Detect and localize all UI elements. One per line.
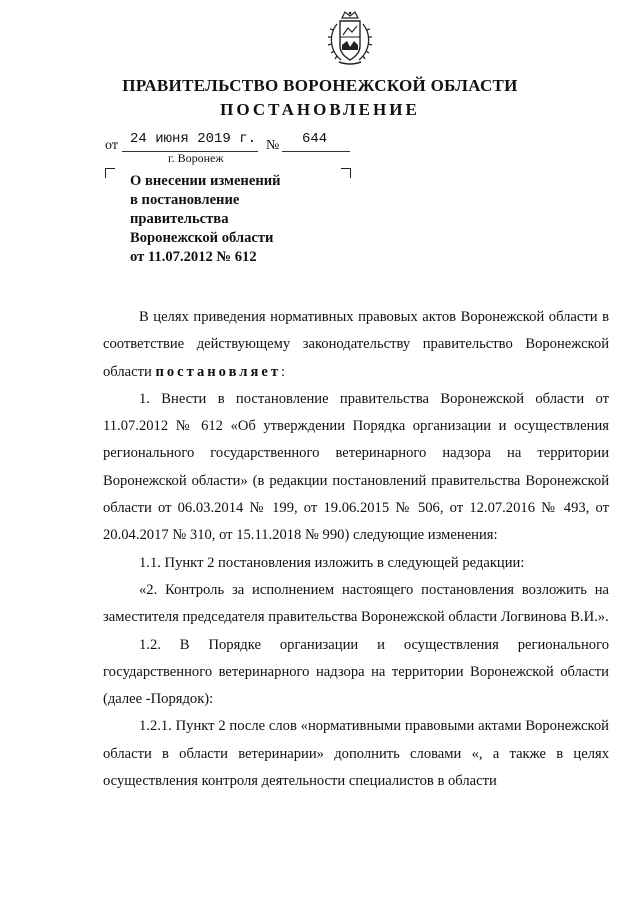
paragraph-1-1: 1.1. Пункт 2 постановления изложить в следующей редакции:	[139, 554, 525, 571]
number-value: 644	[302, 131, 328, 147]
preamble-text: В целях приведения нормативных правовых актов Воронежской области в соответствие действующему законодательству правительство Воронежской области	[103, 309, 609, 380]
resolves-word: постановляет	[155, 363, 282, 380]
subject-block	[130, 172, 320, 267]
paragraph-preamble	[103, 304, 609, 386]
number-field	[282, 131, 350, 152]
date-field	[122, 131, 258, 152]
number-prefix: №	[266, 138, 280, 153]
subject-line: О внесении изменений	[130, 173, 281, 189]
subject-line: Воронежской области	[130, 230, 274, 246]
paragraph-1-2-1: 1.2.1. Пункт 2 после слов «нормативными правовыми актами Воронежской области в области ветеринарии» дополнить словами «, а также в целях осуществления контроля деятельности специалистов в области	[103, 718, 609, 790]
bracket-left-mark	[105, 168, 115, 178]
document-body	[103, 304, 609, 795]
bracket-right-mark	[341, 168, 351, 178]
subject-line: от 11.07.2012 № 612	[130, 249, 257, 265]
paragraph-1-2: 1.2. В Порядке организации и осуществления регионального государственного ветеринарного надзора на территории Воронежской области (далее -Порядок):	[103, 636, 609, 708]
preamble-end: :	[281, 363, 286, 380]
date-prefix: от	[105, 138, 118, 153]
subject-line: правительства	[130, 211, 229, 227]
paragraph-1: 1. Внести в постановление правительства Воронежской области от 11.07.2012 № 612 «Об утверждении Порядка организации и осуществления регионального государственного ветеринарного надзора на территории Воронежской области» (в редакции постановлений правительства Воронежской области от 06.03.2014 № 199, от 19.06.2015 № 506, от 12.07.2016 № 493, от 20.04.2017 № 310, от 15.11.2018 № 990) следующие изменения:	[103, 390, 609, 544]
government-title: ПРАВИТЕЛЬСТВО ВОРОНЕЖСКОЙ ОБЛАСТИ	[122, 76, 518, 95]
date-value: 24 июня 2019 г.	[130, 131, 257, 147]
city-label: г. Воронеж	[168, 151, 224, 165]
paragraph-quote: «2. Контроль за исполнением настоящего постановления возложить на заместителя председателя правительства Воронежской области Логвинова В.И.».	[103, 581, 609, 626]
coat-of-arms-emblem	[325, 10, 375, 68]
subject-line: в постановление	[130, 192, 240, 208]
document-type: ПОСТАНОВЛЕНИЕ	[220, 100, 420, 119]
